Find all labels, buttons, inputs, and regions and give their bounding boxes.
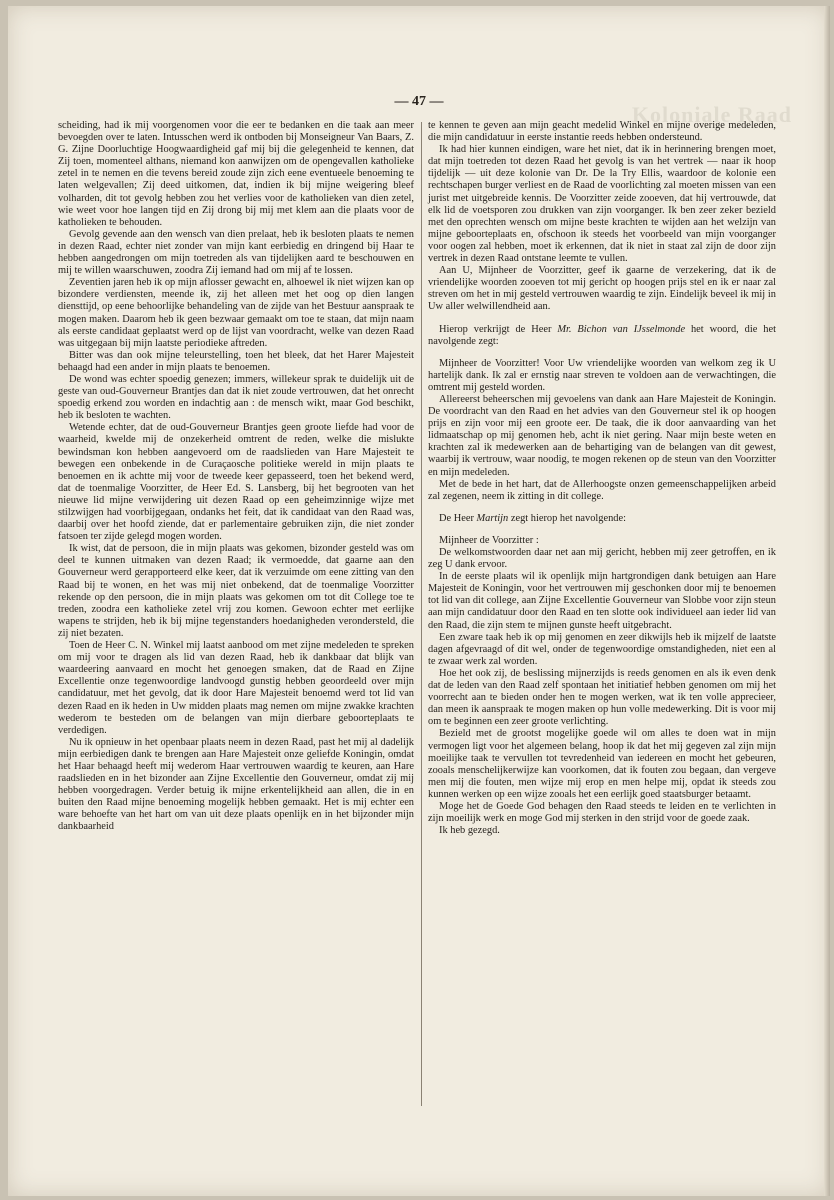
right-paragraph: Ik had hier kunnen eindigen, ware het niet, dat ik in herinnering brengen moet, dat mijn toetreden tot dezen Raad het gevolg is van het vertrek — naar ik hoop tijdelijk — uit deze kolonie van Dr. De la Try Ellis, waardoor de kolonie een rechtschapen burger verliest en de Raad de voorlichting zal moeten missen van een jurist met uitgebreide kennis. De Voorzitter zeide zooeven, dat hij vertrouwde, dat elk lid de voetsporen zou drukken van zijn voorganger. Ik ben zeer zeker bezield met den oprechten wensch om mijne beste krachten te wijden aan het welzijn van mijne geboorteplaats en, ofschoon ik steeds het voorbeeld van mijn voorganger voor oogen zal hebben, moet ik erkennen, dat ik niet in staat zal zijn de door zijn vertrek in dezen Raad ontstane leemte te vullen.	[428, 144, 776, 265]
left-paragraph: Gevolg gevende aan den wensch van dien prelaat, heb ik besloten plaats te nemen in dezen Raad, echter niet zonder van mijn kant eerbiedig en dringend bij Haar te hebben aangedrongen om mijn toetreden als van tijdelijken aard te beschouwen en mij te willen waarschuwen, zoodra Zij iemand had om mij af te lossen.	[58, 228, 414, 277]
newspaper-page	[8, 6, 830, 1196]
left-paragraph: Bitter was dan ook mijne teleurstelling, toen het bleek, dat het Harer Majesteit behaagd had een ander in mijn plaats te benoemen.	[58, 349, 414, 373]
right-paragraph: Hoe het ook zij, de beslissing mijnerzijds is reeds genomen en als ik even denk dat de leden van den Raad zelf spontaan het initiatief hebben genomen om mij het voorrecht aan te bieden onder hen te mogen werken, wat ik ten volle apprecieer, dan meen ik aanspraak te mogen maken op hun volle medewerking. Dit is voor mij om te beginnen een zeer groote verlichting.	[428, 667, 776, 728]
right-paragraph: Bezield met de grootst mogelijke goede wil om alles te doen wat in mijn vermogen ligt voor het algemeen belang, hoop ik dat het mij gegeven zal zijn mijn moeilijke taak te vervullen tot tevredenheid van iedereen en mocht het gebeuren, zooals menschelijkerwijze kan voorkomen, dat ik fouten zou begaan, dan vergeve men mij die fouten, men wijze mij erop en men helpe mij, opdat ik steeds zou kunnen werken op een wijze zooals het een eerlijk goed staatsburger betaamt.	[428, 728, 776, 800]
column-divider	[421, 122, 422, 1106]
left-paragraph: Toen de Heer C. N. Winkel mij laatst aanbood om met zijne medeleden te spreken om mij voor te dragen als lid van dezen Raad, heb ik dankbaar dat blijk van waardeering aanvaard en mocht het genoegen smaken, dat de Raad en Zijne Excellentie onze tegenwoordige landvoogd gunstig hebben geoordeeld over mijn candidatuur, met het gevolg, dat ik door Hare Majesteit benoemd werd tot lid van dezen Raad en ik heden in Uw midden plaats mag nemen om mijne zwakke krachten wederom te besteden om de belangen van mijn dierbare geboorteplaats te verdedigen.	[58, 640, 414, 736]
right-paragraph: Aan U, Mijnheer de Voorzitter, geef ik gaarne de verzekering, dat ik de vriendelijke woorden zooeven tot mij gericht op hoogen prijs stel en ik er naar zal streven om het in mij gesteld vertrouwen waardig te zijn. Eindelijk beveel ik mij in Uw aller welwillendheid aan.	[428, 265, 776, 313]
right-paragraph: te kennen te geven aan mijn geacht medelid Winkel en mijne overige medeleden, die mijn candidatuur in eerste instantie reeds hebben ondersteund.	[428, 120, 776, 144]
left-paragraph: Zeventien jaren heb ik op mijn aflosser gewacht en, alhoewel ik niet wijzen kan op bizondere verdiensten, meende ik, zij het alleen met het oog op dien langen diensttijd, op eene behoorlijke behandeling van de zijde van het Bestuur aanspraak te mogen maken. Daarom heb ik geen bezwaar gemaakt om toe te staan, dat mijn naam als eerste candidaat geplaatst werd op de lijst van voordracht, welke van dezen Raad was uitgegaan bij mijn laatste periodieke aftreden.	[58, 277, 414, 349]
speaker-name: Martijn	[476, 512, 509, 524]
left-paragraph: De wond was echter spoedig genezen; immers, willekeur sprak te duidelijk uit de geste van oud-Gouverneur Brantjes dan dat ik niet zoude vertrouwen, dat het onrecht spoedig erkend zou worden en indachtig aan : de mensch wikt, maar God beschikt, heb ik besloten te wachten.	[58, 373, 414, 422]
left-paragraph: Nu ik opnieuw in het openbaar plaats neem in dezen Raad, past het mij al dadelijk mijn eerbiedigen dank te brengen aan Hare Majesteit onze geliefde Koningin, omdat het Haar behaagd heeft mij wederom Haar vertrouwen waardig te keuren, aan Hare raadslieden en in het bizonder aan Zijne Excellentie den Gouverneur, omdat zij mij hebben voorgedragen. Verder betuig ik mijne erkentelijkheid aan allen, die in en buiten den Raad mijne benoeming mogelijk hebben gemaakt. Het is mij echter een ware behoefte van het hart om van uit deze plaats openlijk en in het bijzonder mijn dankbaarheid	[58, 736, 414, 833]
right-paragraph: Moge het de Goede God behagen den Raad steeds te leiden en te verlichten in zijn moeilijk werk en moge God mij sterken in den strijd voor de goede zaak.	[428, 800, 776, 825]
right-paragraph: In de eerste plaats wil ik openlijk mijn hartgrondigen dank betuigen aan Hare Majesteit de Koningin, voor het vertrouwen mij geschonken door mij te benoemen tot lid van dit college, aan Zijne Excellentie Gouverneur van Slobbe voor zijn steun aan mijn candidatuur door den Raad en ten slotte ook individueel aan ieder lid van den Raad, die zijn stem te mijnen gunste heeft uitgebracht.	[428, 571, 776, 631]
left-paragraph: Wetende echter, dat de oud-Gouverneur Brantjes geen groote liefde had voor de waarheid, kwelde mij de onzekerheid omtrent de reden, welke die mislukte bewindsman kon hebben aangevoerd om de raadslieden van Hare Majesteit te bewegen een onbekende in de Curaçaosche politieke wereld in mijn plaats te benoemen en ik achtte mij voor de tweede keer gepasseerd, toen het bekend werd, dat de toenmalige Voorzitter, de Heer Ed. S. Lansberg, bij het begrooten van het nieuwe lid mijne verwijdering uit dezen Raad op een geheimzinnige wijze met stilzwijgen had voorbijgegaan, ondanks het feit, dat ik candidaat van den Raad was, daarbij over het hoofd ziende, dat er parlementaire gebruiken zijn, die niet zonder fatsoen ter zijde gelegd mogen worden.	[58, 422, 414, 543]
left-paragraph: Ik wist, dat de persoon, die in mijn plaats was gekomen, bizonder gesteld was om deel te kunnen uitmaken van dezen Raad; ik vermoedde, dat gaarne aan den Gouverneur werd gerapporteerd elke keer, dat ik verzuimde om eene zitting van den Raad bij te wonen, en het was mij niet onbekend, dat de toenmalige Voorzitter rekende op den persoon, die in mijn plaats was gekomen om tot dit College toe te treden, zoodra een katholieke zetel vrij zou komen. Gewoon echter met eerlijke wapens te strijden, heb ik bij mijne tegenstanders hoedanigheden verondersteld, die zij niet bezaten.	[58, 543, 414, 639]
speaker-intro-bichon	[428, 324, 776, 348]
left-paragraph: scheiding, had ik mij voorgenomen voor die eer te bedanken en die taak aan meer bevoegden over te laten. Intusschen werd ik ontboden bij Monseigneur Van Baars, Z. G. Zijne Doorluchtige Hoogwaardigheid gaf mij bij die gelegenheid te kennen, dat Zij toen, momenteel althans, niemand kon aanwijzen om de opengevallen katholieke zetel in te nemen en die tevens bereid zoude zijn zich eene eventueele benoeming te laten welgevallen; Zij deed uitkomen, dat, indien ik bij mijne weigering bleef volharden, dit tot gevolg hebben zou het verlies voor de katholieken van dien zetel, wie weet voor hoe langen tijd en Zij drong bij mij met klem aan die plaats voor de katholieken te behouden.	[58, 120, 414, 228]
bleed-through-heading: Koloniale Raad	[631, 102, 792, 127]
right-paragraph: De welkomstwoorden daar net aan mij gericht, hebben mij zeer getroffen, en ik zeg U dank ervoor.	[428, 547, 776, 571]
right-paragraph: Allereerst beheerschen mij gevoelens van dank aan Hare Majesteit de Koningin. De voordracht van den Raad en het advies van den Gouverneur stel ik op hoogen prijs en zijn voor mij een groote eer. De taak, die ik door aanvaarding van het lidmaatschap op mij genomen heb, acht ik niet gering. Naar mijn beste weten en krachten zal ik medewerken aan de behartiging van de belangen van dit gewest, waarbij ik vertrouw, waar noodig, te mogen rekenen op de steun van den Voorzitter en mijn medeleden.	[428, 393, 776, 478]
right-column	[428, 120, 776, 837]
salutation: Mijnheer de Voorzitter :	[439, 534, 539, 546]
left-column	[58, 120, 414, 834]
closing-line: Ik heb gezegd.	[439, 825, 500, 837]
page-number: — 47 —	[394, 94, 444, 109]
speaker-intro-martijn	[428, 513, 776, 525]
speaker-intro-text: Hierop verkrijgt de Heer	[439, 323, 558, 335]
speaker-outro-text: het woord, die het navolgende zegt:	[428, 323, 776, 347]
speaker-name: Mr. Bichon van IJsselmonde	[557, 323, 686, 335]
page-edge-shadow	[824, 6, 830, 1196]
speaker-intro-text: De Heer	[439, 512, 477, 524]
speaker-outro-text: zegt hierop het navolgende:	[508, 512, 626, 524]
right-paragraph: Met de bede in het hart, dat de Allerhoogste onzen gemeenschappelijken arbeid zal zegenen, neem ik zitting in dit college.	[428, 478, 776, 502]
right-paragraph: Een zware taak heb ik op mij genomen en zeer dikwijls heb ik mijzelf de laatste dagen afgevraagd of dit wel, onder de tegenwoordige omstandigheden, niet een al te zwaar werk zal worden.	[428, 631, 776, 667]
right-paragraph: Mijnheer de Voorzitter! Voor Uw vriendelijke woorden van welkom zeg ik U hartelijk dank. Ik zal er ernstig naar streven te voldoen aan de verwachtingen, die omtrent mij gesteld worden.	[428, 357, 776, 393]
